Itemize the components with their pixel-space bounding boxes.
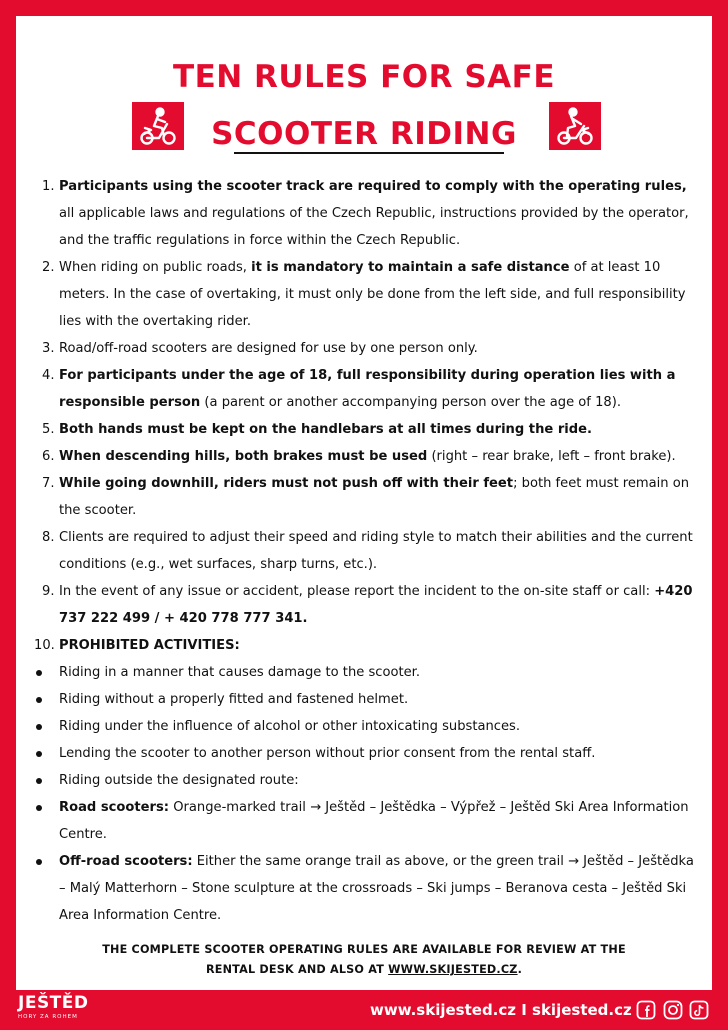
rules-list bbox=[16, 173, 712, 929]
rule-item bbox=[16, 524, 712, 578]
prohibited-heading: PROHIBITED ACTIVITIES: bbox=[59, 638, 240, 653]
rule-number: 1. bbox=[42, 179, 55, 194]
jested-logo bbox=[18, 994, 89, 1021]
footnote-text: . bbox=[517, 963, 523, 976]
logo-wordmark: JEŠTĚD bbox=[18, 993, 89, 1013]
prohibited-text: Riding outside the designated route: bbox=[59, 773, 299, 788]
facebook-icon[interactable] bbox=[636, 1000, 656, 1020]
route-label: Off-road scooters: bbox=[59, 854, 193, 869]
rule-bold-text: When descending hills, both brakes must be used bbox=[59, 449, 428, 464]
title-underline bbox=[234, 152, 504, 154]
rule-number: 2. bbox=[42, 260, 55, 275]
rule-text: ; both feet must remain on the scooter. bbox=[59, 476, 690, 518]
instagram-icon[interactable] bbox=[663, 1000, 683, 1020]
rule-text: Clients are required to adjust their speed and riding style to match their abilities and the current conditions (e.g., wet surfaces, sharp turns, etc.). bbox=[59, 530, 693, 572]
rule-number: 8. bbox=[42, 530, 55, 545]
prohibited-text: Lending the scooter to another person without prior consent from the rental staff. bbox=[59, 746, 596, 761]
bullet-icon bbox=[36, 859, 42, 865]
rule-number: 10. bbox=[34, 638, 55, 653]
poster-sheet bbox=[16, 16, 712, 990]
bullet-icon bbox=[36, 670, 42, 676]
rule-item bbox=[16, 578, 712, 632]
rule-number: 3. bbox=[42, 341, 55, 356]
prohibited-item bbox=[16, 713, 712, 740]
footnote-line bbox=[16, 960, 712, 980]
rule-bold-text: Participants using the scooter track are required to comply with the operating rules, bbox=[59, 179, 687, 194]
bullet-icon bbox=[36, 724, 42, 730]
rule-text: Road/off-road scooters are designed for use by one person only. bbox=[59, 341, 478, 356]
prohibited-item bbox=[16, 686, 712, 713]
rule-item bbox=[16, 254, 712, 335]
prohibited-item bbox=[16, 740, 712, 767]
rule-text: In the event of any issue or accident, please report the incident to the on-site staff or call: bbox=[59, 584, 655, 599]
rule-text: When riding on public roads, bbox=[59, 260, 252, 275]
title-line-2: SCOOTER RIDING bbox=[211, 116, 517, 152]
footnote bbox=[16, 940, 712, 980]
rule-text: of at least 10 meters. In the case of overtaking, it must only be done from the left side, and full responsibility lies with the overtaking rider. bbox=[59, 260, 686, 329]
emergency-phone-numbers: +420 737 222 499 / + 420 778 777 341. bbox=[59, 584, 693, 626]
footnote-text: RENTAL DESK AND ALSO AT bbox=[205, 963, 389, 976]
rule-item bbox=[16, 416, 712, 443]
rule-number: 7. bbox=[42, 476, 55, 491]
rule-number: 5. bbox=[42, 422, 55, 437]
bullet-icon bbox=[36, 751, 42, 757]
bullet-icon bbox=[36, 778, 42, 784]
title-line-1: TEN RULES FOR SAFE bbox=[172, 59, 555, 95]
tiktok-icon[interactable] bbox=[689, 1000, 709, 1020]
rule-bold-text: For participants under the age of 18, full responsibility during operation lies with a responsible person bbox=[59, 368, 676, 410]
route-offroad-scooters bbox=[16, 848, 712, 929]
rule-item bbox=[16, 443, 712, 470]
route-text: Either the same orange trail as above, or the green trail → Ještěd – Ještědka – Malý Matterhorn – Stone sculpture at the crossroads – Ski jumps – Beranova cesta – Ještěd Ski Area Information Centre. bbox=[59, 854, 694, 923]
route-road-scooters bbox=[16, 794, 712, 848]
rule-item bbox=[16, 362, 712, 416]
rule-bold-text: it is mandatory to maintain a safe distance bbox=[251, 260, 570, 275]
footer-website[interactable]: www.skijested.cz I skijested.cz bbox=[370, 1001, 632, 1019]
prohibited-text: Riding in a manner that causes damage to the scooter. bbox=[59, 665, 421, 680]
prohibited-text: Riding under the influence of alcohol or other intoxicating substances. bbox=[59, 719, 521, 734]
prohibited-item bbox=[16, 767, 712, 794]
rule-bold-text: While going downhill, riders must not push off with their feet bbox=[59, 476, 514, 491]
footnote-line: THE COMPLETE SCOOTER OPERATING RULES ARE AVAILABLE FOR REVIEW AT THE bbox=[102, 943, 626, 956]
route-text: Orange-marked trail → Ještěd – Ještědka – Výpřež – Ještěd Ski Area Information Centre. bbox=[59, 800, 689, 842]
rule-number: 4. bbox=[42, 368, 55, 383]
rule-item bbox=[16, 173, 712, 254]
website-link[interactable]: WWW.SKIJESTED.CZ bbox=[388, 963, 518, 976]
prohibited-item bbox=[16, 659, 712, 686]
rule-item bbox=[16, 632, 712, 659]
rule-number: 9. bbox=[42, 584, 55, 599]
bullet-icon bbox=[36, 805, 42, 811]
rule-number: 6. bbox=[42, 449, 55, 464]
rule-text: all applicable laws and regulations of the Czech Republic, instructions provided by the operator, and the traffic regulations in force within the Czech Republic. bbox=[59, 206, 689, 248]
rule-item bbox=[16, 470, 712, 524]
rule-item bbox=[16, 335, 712, 362]
prohibited-text: Riding without a properly fitted and fastened helmet. bbox=[59, 692, 409, 707]
logo-tagline: HORY ZA ROHEM bbox=[18, 1014, 78, 1020]
route-label: Road scooters: bbox=[59, 800, 170, 815]
rule-text: (a parent or another accompanying person over the age of 18). bbox=[200, 395, 621, 410]
rule-bold-text: Both hands must be kept on the handlebars at all times during the ride. bbox=[59, 422, 593, 437]
bullet-icon bbox=[36, 697, 42, 703]
rule-text: (right – rear brake, left – front brake). bbox=[427, 449, 676, 464]
